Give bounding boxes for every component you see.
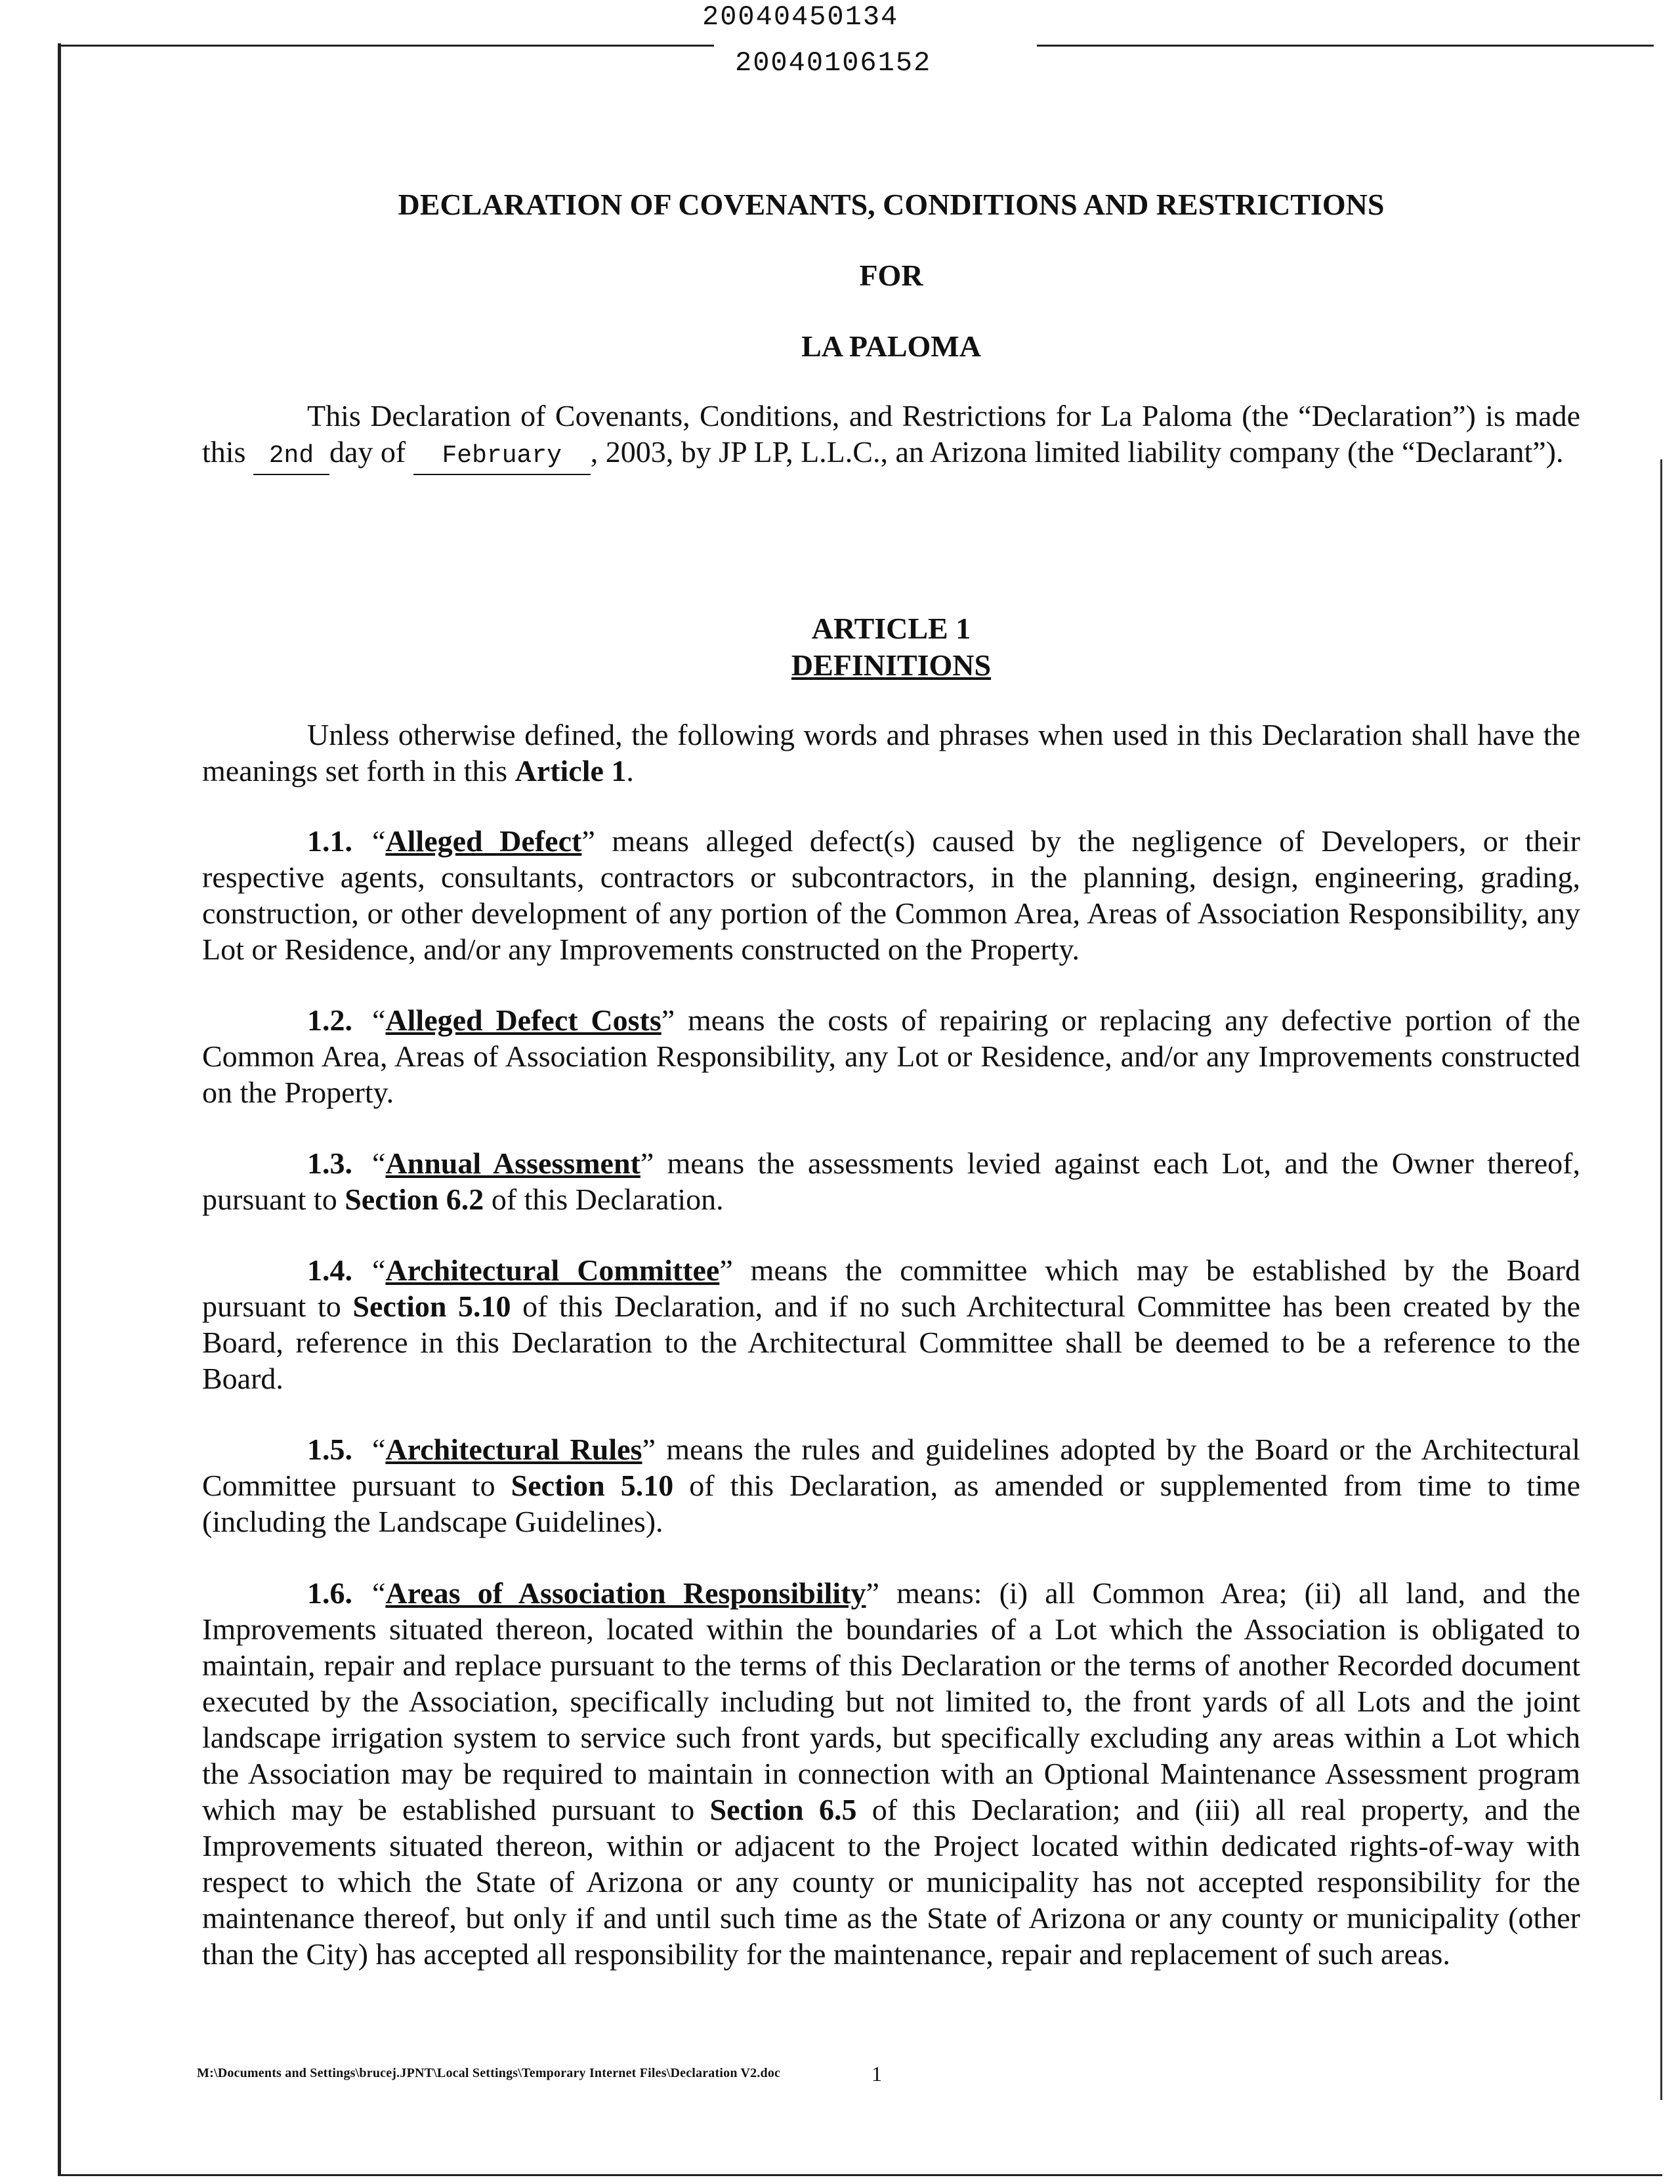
preamble-article-ref: Article 1 [514, 754, 627, 788]
definition-1-6: 1.6. “Areas of Association Responsibility” means: (i) all Common Area; (ii) all land, and the Improvements situated thereon, located within the boundaries of a Lot which the Association is obligated to maintain, repair and replace pursuant to the terms of this Declaration or the terms of another Recorded document executed by the Association, specifically including but not limited to, the front yards of all Lots and the joint landscape irrigation system to service such front yards, but specifically excluding any areas within a Lot which the Association may be required to maintain in connection with an Optional Maintenance Assessment program which may be established pursuant to Section 6.5 of this Declaration; and (iii) all real property, and the Improvements situated thereon, within or adjacent to the Project located within dedicated rights-of-way with respect to which the State of Arizona or any county or municipality has not accepted responsibility for the maintenance thereof, but only if and until such time as the State of Arizona or any county or municipality (other than the City) has accepted all responsibility for the maintenance, repair and replacement of such areas. [202, 1576, 1580, 1971]
definition-text-a: means the assessments levied against each Lot, and the Owner thereof, pursuant to [202, 1146, 1580, 1216]
definition-number: 1.5. [307, 1433, 352, 1466]
definition-number: 1.3. [307, 1146, 352, 1180]
definition-term: Alleged Defect Costs [385, 1003, 662, 1037]
article-number: ARTICLE 1 [811, 612, 971, 645]
page-border-top-right [1037, 45, 1654, 47]
title-line-2: FOR [859, 259, 923, 292]
definition-text-a: means the rules and guidelines adopted by the Board or the Architectural Committee pursuant to [202, 1433, 1580, 1502]
intro-text-b: day of [329, 435, 406, 469]
definition-number: 1.1. [307, 824, 352, 858]
article-preamble [202, 717, 1580, 789]
definition-number: 1.4. [307, 1253, 352, 1287]
definition-term: Alleged Defect [385, 824, 582, 858]
recording-number-1: 20040450134 [702, 1, 899, 33]
definition-term: Architectural Committee [385, 1253, 720, 1287]
title-line-3: LA PALOMA [801, 329, 981, 363]
definition-text-a: means the committee which may be established by the Board pursuant to [202, 1253, 1581, 1323]
definition-term: Annual Assessment [385, 1146, 640, 1180]
definition-text: means the costs of repairing or replacing any defective portion of the Common Area, Areas of Association Responsibility, any Lot or Residence, and/or any Improvements constructed on the Property. [202, 1003, 1580, 1109]
definition-text: means alleged defect(s) caused by the negligence of Developers, or their respective agents, consultants, contractors or subcontractors, in the planning, design, engineering, grading, construction, or other development of any portion of the Common Area, Areas of Association Responsibility, any Lot or Residence, and/or any Improvements constructed on the Property. [202, 824, 1580, 966]
section-ref: Section 6.5 [709, 1793, 857, 1826]
footer-file-path: M:\Documents and Settings\brucej.JPNT\Local Settings\Temporary Internet Files\Declaration V2.doc [197, 2066, 781, 2080]
definition-number: 1.2. [307, 1003, 352, 1037]
definition-text-b: of this Declaration. [484, 1183, 724, 1216]
preamble-text-a: Unless otherwise defined, the following words and phrases when used in this Declaration shall have the meanings set forth in this [202, 718, 1580, 788]
page-border-left [58, 43, 61, 2176]
definition-1-2: 1.2. “Alleged Defect Costs” means the costs of repairing or replacing any defective portion of the Common Area, Areas of Association Responsibility, any Lot or Residence, and/or any Improvements constructed on the Property. [202, 1003, 1580, 1109]
section-ref: Section 6.2 [345, 1183, 484, 1216]
title-line-1: DECLARATION OF COVENANTS, CONDITIONS AND RESTRICTIONS [398, 188, 1385, 221]
intro-text-a: This Declaration of Covenants, Conditions, and Restrictions for La Paloma (the “Declaration”) is made this [202, 399, 1580, 469]
intro-month-field: February [413, 438, 591, 475]
definition-text-b: of this Declaration, as amended or supplemented from time to time (including the Landscape Guidelines). [202, 1469, 1580, 1538]
article-title: DEFINITIONS [791, 648, 992, 682]
recording-number-2: 20040106152 [735, 47, 932, 79]
definition-text-b: of this Declaration; and (iii) all real property, and the Improvements situated thereon, within or adjacent to the Project located within dedicated rights-of-way with respect to which the State of Arizona or any county or municipality has not accepted responsibility for the maintenance thereof, but only if and until such time as the State of Arizona or any county or municipality (other than the City) has accepted all responsibility for the maintenance, repair and replacement of such areas. [202, 1793, 1580, 1971]
page-number: 1 [872, 2062, 882, 2086]
definition-1-1: 1.1. “Alleged Defect” means alleged defect(s) caused by the negligence of Developers, or their respective agents, consultants, contractors or subcontractors, in the planning, design, engineering, grading, construction, or other development of any portion of the Common Area, Areas of Association Responsibility, any Lot or Residence, and/or any Improvements constructed on the Property. [202, 824, 1580, 966]
preamble-text-b: . [626, 754, 634, 788]
intro-text-c: , 2003, by JP LP, L.L.C., an Arizona limited liability company (the “Declarant”). [590, 435, 1564, 469]
definition-1-3: 1.3. “Annual Assessment” means the assessments levied against each Lot, and the Owner thereof, pursuant to Section 6.2 of this Declaration. [202, 1146, 1580, 1216]
definition-1-4: 1.4. “Architectural Committee” means the committee which may be established by the Board pursuant to Section 5.10 of this Declaration, and if no such Architectural Committee has been created by the Board, reference in this Declaration to the Architectural Committee shall be deemed to be a reference to the Board. [202, 1253, 1581, 1395]
definition-1-5: 1.5. “Architectural Rules” means the rules and guidelines adopted by the Board or the Architectural Committee pursuant to Section 5.10 of this Declaration, as amended or supplemented from time to time (including the Landscape Guidelines). [202, 1433, 1580, 1538]
page-border-bottom [58, 2174, 1662, 2176]
intro-paragraph [202, 398, 1580, 475]
definition-term: Architectural Rules [385, 1433, 642, 1466]
definition-text-a: means: (i) all Common Area; (ii) all land, and the Improvements situated thereon, located within the boundaries of a Lot which the Association is obligated to maintain, repair and replace pursuant to the terms of this Declaration or the terms of another Recorded document executed by the Association, specifically including but not limited to, the front yards of all Lots and the joint landscape irrigation system to service such front yards, but specifically excluding any areas within a Lot which the Association may be required to maintain in connection with an Optional Maintenance Assessment program which may be established pursuant to [202, 1576, 1580, 1826]
section-ref: Section 5.10 [352, 1290, 511, 1323]
definition-text-b: of this Declaration, and if no such Architectural Committee has been created by the Board, reference in this Declaration to the Architectural Committee shall be deemed to be a reference to the Board. [202, 1290, 1580, 1395]
definition-number: 1.6. [307, 1576, 352, 1610]
intro-day-field: 2nd [253, 438, 329, 475]
page-border-top-left [58, 45, 714, 47]
page-border-right [1660, 459, 1662, 2100]
section-ref: Section 5.10 [511, 1469, 674, 1502]
definition-term: Areas of Association Responsibility [385, 1576, 866, 1610]
